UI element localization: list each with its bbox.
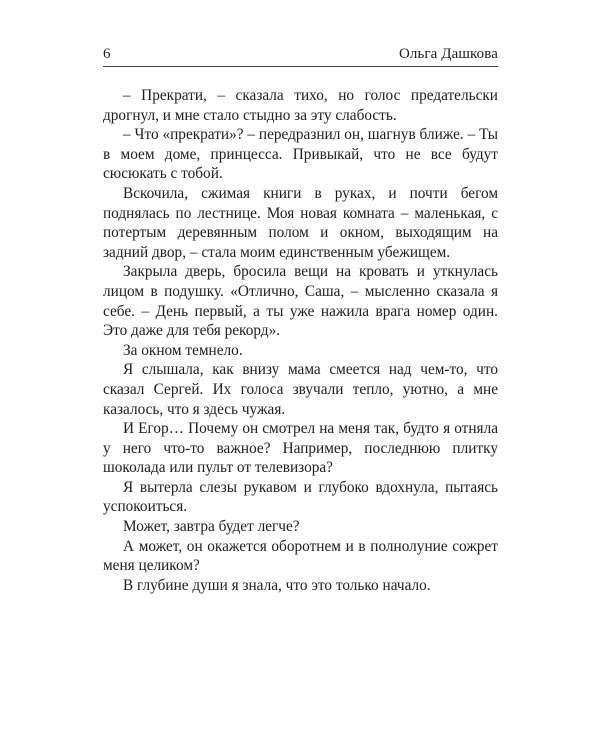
paragraph: Может, завтра будет легче?	[123, 518, 300, 536]
paragraph: Закрыла дверь, бросила вещи на кровать и уткнулась лицом в подушку. «Отлично, Саша, – мысленно сказала я себе. – День первый, а ты уже нажила врага номер один. Это даже для тебя рекорд».	[103, 263, 498, 340]
paragraph: Вскочила, сжимая книги в руках, и почти бегом поднялась по лестнице. Моя новая комната – маленькая, с потертым деревянным полом и окном, выходящим на задний двор, – стала моим единственным убежищем.	[103, 184, 498, 261]
paragraph: За окном темнело.	[123, 341, 243, 359]
paragraph: В глубине души я знала, что это только начало.	[123, 576, 431, 594]
body-text	[103, 86, 498, 595]
page-number: 6	[103, 46, 111, 62]
paragraph: – Прекрати, – сказала тихо, но голос предательски дрогнул, и мне стало стыдно за эту слабость.	[103, 87, 498, 124]
paragraph: Я вытерла слезы рукавом и глубоко вдохнула, пытаясь успокоиться.	[103, 478, 498, 516]
paragraph: Я слышала, как внизу мама смеется над чем-то, что сказал Сергей. Их голоса звучали тепло, уютно, а мне казалось, что я здесь чужая.	[103, 361, 498, 418]
paragraph: – Что «прекрати»? – передразнил он, шагнув ближе. – Ты в моем доме, принцесса. Привыкай, что не все будут сюсюкать с тобой.	[103, 126, 498, 183]
running-head-author: Ольга Дашкова	[398, 46, 498, 62]
page-header	[103, 42, 498, 67]
paragraph: А может, он окажется оборотнем и в полнолуние сожрет меня целиком?	[103, 537, 498, 575]
paragraph: И Егор… Почему он смотрел на меня так, будто я отняла у него что-то важное? Например, последнюю плитку шоколада или пульт от телевизора?	[103, 420, 498, 477]
